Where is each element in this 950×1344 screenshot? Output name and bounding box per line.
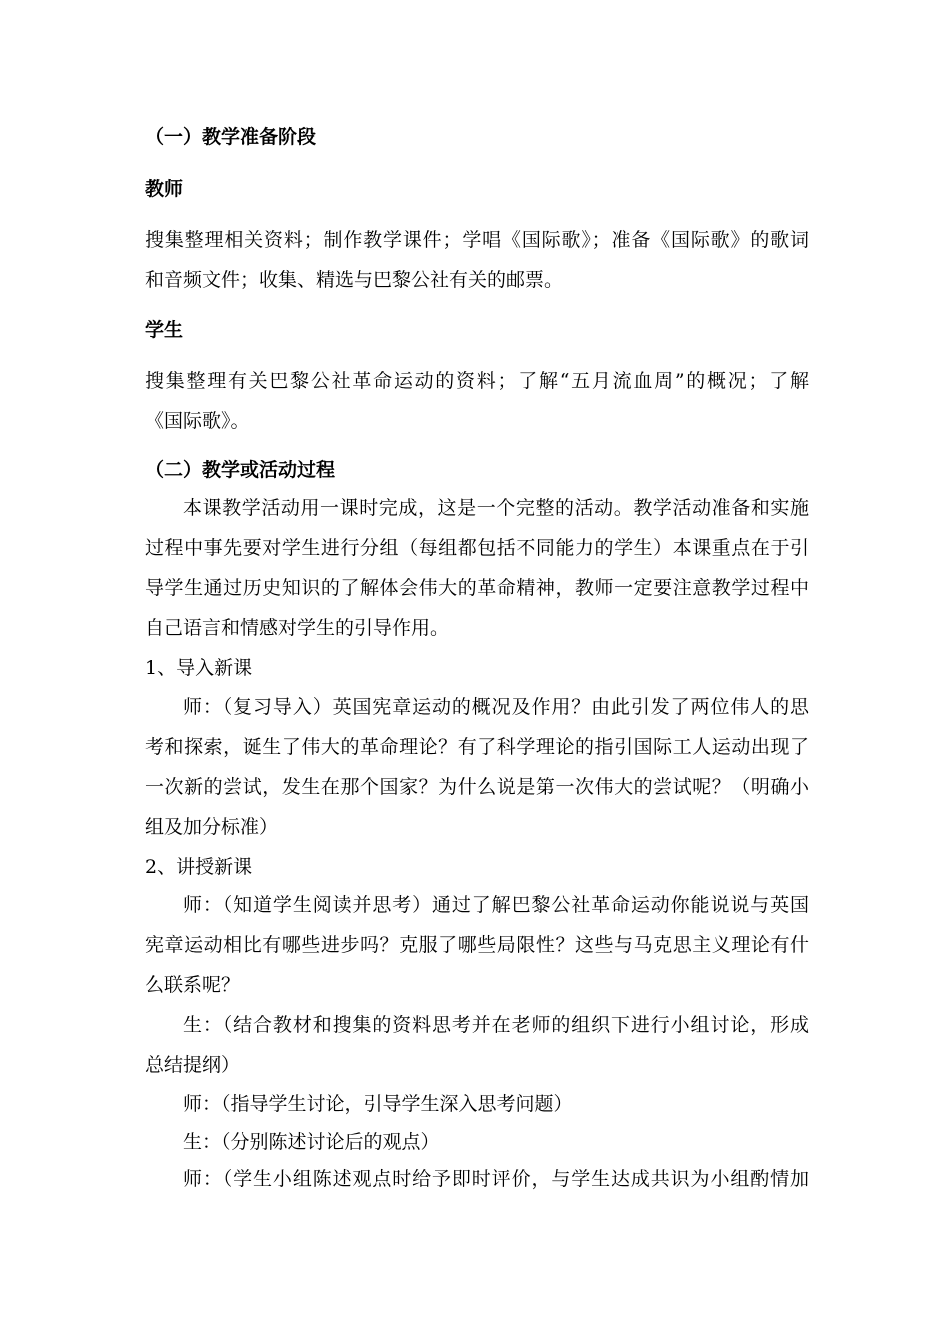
step1-line-4: 组及加分标准） [145,816,279,838]
step2-line-4: 生：（结合教材和搜集的资料思考并在老师的组织下进行小组讨论，形成 [183,1014,809,1036]
teacher-heading: 教师 [145,178,184,200]
student-line-1: 搜集整理有关巴黎公社革命运动的资料；了解“五月流血周”的概况；了解 [145,370,809,392]
step2-line-2: 宪章运动相比有哪些进步吗？克服了哪些局限性？这些与马克思主义理论有什 [145,934,809,956]
step2-line-3: 么联系呢？ [145,974,241,996]
teacher-line-1: 搜集整理相关资料；制作教学课件；学唱《国际歌》；准备《国际歌》的歌词 [145,229,809,251]
step2-line-7: 生：（分别陈述讨论后的观点） [183,1131,440,1153]
step1-line-1: 师：（复习导入）英国宪章运动的概况及作用？由此引发了两位伟人的思 [183,696,809,718]
intro-line-1: 本课教学活动用一课时完成，这是一个完整的活动。教学活动准备和实施 [183,497,809,519]
teacher-line-2: 和音频文件；收集、精选与巴黎公社有关的邮票。 [145,269,564,291]
student-heading: 学生 [145,319,184,341]
step2-line-6: 师：（指导学生讨论，引导学生深入思考问题） [183,1093,573,1115]
step1-line-2: 考和探索，诞生了伟大的革命理论？有了科学理论的指引国际工人运动出现了 [145,736,809,758]
intro-line-2: 过程中事先要对学生进行分组（每组都包括不同能力的学生）本课重点在于引 [145,537,809,559]
student-line-2: 《国际歌》。 [145,410,250,432]
intro-line-3: 导学生通过历史知识的了解体会伟大的革命精神，教师一定要注意教学过程中 [145,577,809,599]
step1-title: 1、导入新课 [145,657,253,679]
section2-heading: （二）教学或活动过程 [145,459,336,481]
step1-line-3: 一次新的尝试，发生在那个国家？为什么说是第一次伟大的尝试呢？（明确小 [145,776,809,798]
step2-title: 2、讲授新课 [145,856,253,878]
intro-line-4: 自己语言和情感对学生的引导作用。 [145,617,450,639]
section1-heading: （一）教学准备阶段 [145,126,317,148]
step2-line-8: 师：（学生小组陈述观点时给予即时评价，与学生达成共识为小组酌情加 [183,1168,809,1190]
step2-line-1: 师：（知道学生阅读并思考）通过了解巴黎公社革命运动你能说说与英国 [183,894,809,916]
step2-line-5: 总结提纲） [145,1054,241,1076]
